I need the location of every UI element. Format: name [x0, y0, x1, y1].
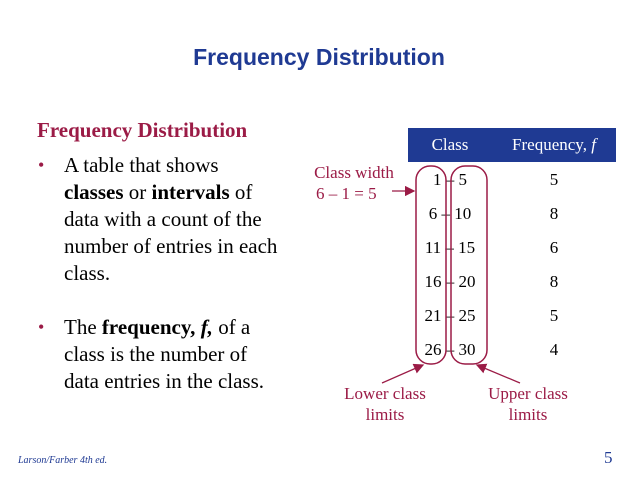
emphasis-term: classes — [64, 180, 124, 204]
header-class: Class — [431, 135, 469, 154]
footer-citation: Larson/Farber 4th ed. — [18, 455, 108, 466]
frequency-value: 6 — [549, 238, 559, 257]
lower-label-line1: Lower class — [344, 384, 426, 403]
bullet-line: A table that shows — [64, 153, 219, 177]
bullet-line: data with a count of the — [64, 207, 262, 231]
bullet-dot-icon: • — [38, 155, 45, 175]
frequency-value: 4 — [549, 340, 559, 359]
header-frequency: Frequency, f — [512, 135, 596, 154]
upper-limits-arrow-icon — [477, 365, 520, 383]
class-interval: 11 – 15 — [424, 238, 476, 257]
bullet-dot-icon: • — [38, 317, 45, 337]
slide-title: Frequency Distribution — [193, 44, 445, 70]
bullet-line: class is the number of — [64, 342, 248, 366]
bullet-line: data entries in the class. — [64, 369, 265, 393]
class-interval: 1 – 5 — [433, 170, 467, 189]
class-interval: 26 – 30 — [424, 340, 476, 359]
frequency-value: 5 — [549, 170, 559, 189]
bullet-line: The frequency, f, of a — [64, 315, 251, 339]
emphasis-term: frequency, — [101, 315, 196, 339]
section-heading: Frequency Distribution — [37, 118, 248, 142]
frequency-value: 8 — [549, 272, 559, 291]
bullet-line: class. — [64, 261, 111, 285]
upper-limits-outline — [451, 166, 487, 364]
page-number: 5 — [604, 448, 613, 467]
lower-limits-outline — [416, 166, 446, 364]
frequency-value: 8 — [549, 204, 559, 223]
class-interval: 6 – 10 — [428, 204, 472, 223]
emphasis-term: intervals — [151, 180, 230, 204]
lower-label-line2: limits — [365, 405, 405, 424]
upper-label-line1: Upper class — [488, 384, 568, 403]
frequency-value: 5 — [549, 306, 559, 325]
bullet-line: number of entries in each — [64, 234, 278, 258]
class-width-line1: Class width — [314, 163, 394, 182]
class-interval: 21 – 25 — [424, 306, 476, 325]
emphasis-italic: f, — [200, 315, 213, 339]
class-interval: 16 – 20 — [424, 272, 476, 291]
upper-label-line2: limits — [508, 405, 548, 424]
class-width-line2: 6 – 1 = 5 — [316, 184, 377, 203]
lower-limits-arrow-icon — [382, 365, 423, 383]
bullet-line: classes or intervals of — [64, 180, 253, 204]
